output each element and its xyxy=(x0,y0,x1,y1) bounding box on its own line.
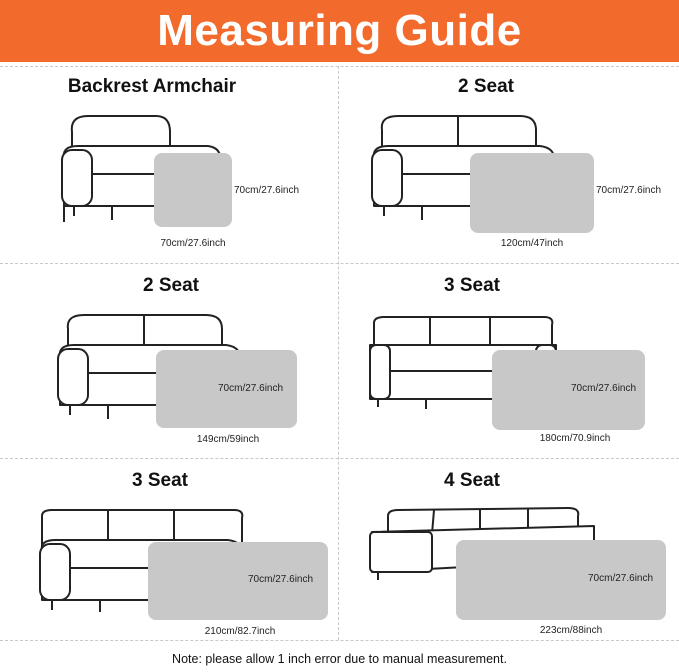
height-dimension: 70cm/27.6inch xyxy=(588,573,654,584)
height-dimension: 70cm/27.6inch xyxy=(596,185,662,196)
item-title: 3 Seat xyxy=(444,275,500,296)
height-dimension: 70cm/27.6inch xyxy=(234,185,300,196)
footer-note: Note: please allow 1 inch error due to manual measurement. xyxy=(172,652,507,666)
cushion-dimension-box xyxy=(154,153,232,227)
height-dimension: 70cm/27.6inch xyxy=(218,383,284,394)
width-dimension: 149cm/59inch xyxy=(196,434,260,445)
guide-item-2-seat xyxy=(340,66,679,261)
header-banner xyxy=(0,0,679,62)
item-title: 4 Seat xyxy=(444,470,500,491)
page-title: Measuring Guide xyxy=(157,6,522,55)
guide-item-4-seat xyxy=(340,458,679,653)
guide-item-3-seat-large xyxy=(0,458,339,653)
width-dimension: 70cm/27.6inch xyxy=(160,238,226,249)
height-dimension: 70cm/27.6inch xyxy=(248,574,314,585)
width-dimension: 180cm/70.9inch xyxy=(539,433,611,444)
item-title: 2 Seat xyxy=(143,275,199,296)
guide-item-3-seat xyxy=(340,263,679,458)
guide-item-2-seat-large xyxy=(0,263,339,458)
width-dimension: 210cm/82.7inch xyxy=(204,626,276,637)
item-title: 2 Seat xyxy=(458,76,514,97)
width-dimension: 223cm/88inch xyxy=(539,625,603,636)
guide-item-armchair xyxy=(0,66,339,261)
width-dimension: 120cm/47inch xyxy=(500,238,564,249)
item-title: 3 Seat xyxy=(132,470,188,491)
height-dimension: 70cm/27.6inch xyxy=(571,383,637,394)
item-title: Backrest Armchair xyxy=(67,76,237,97)
cushion-dimension-box xyxy=(470,153,594,233)
